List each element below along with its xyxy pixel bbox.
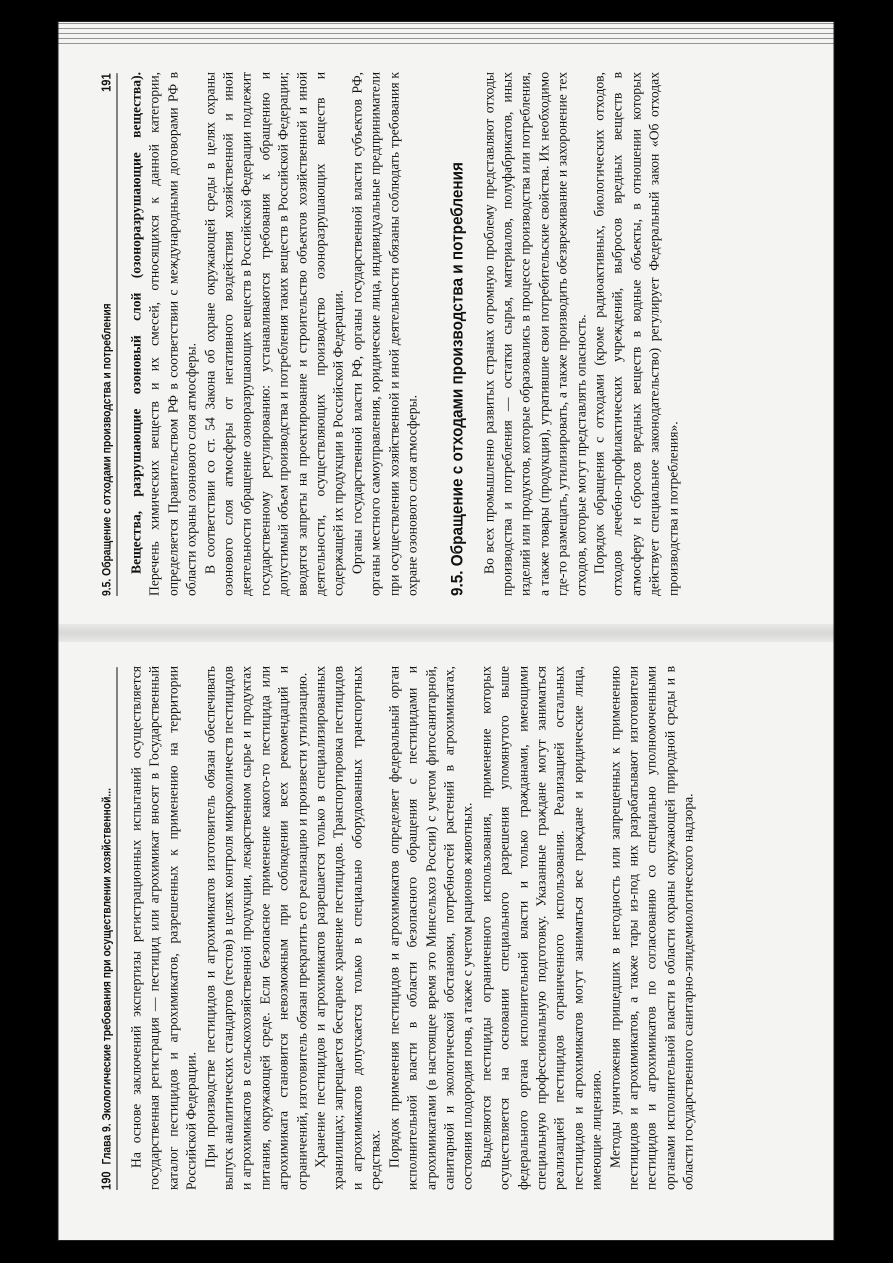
right-page [59, 22, 834, 626]
right-running-head-text: 9.5. Обращение с отходами производства и потребления [99, 303, 114, 596]
right-page-body [128, 72, 683, 596]
lead-paragraph [128, 72, 202, 596]
lead-text: Перечень химических веществ и их смесей, относящихся к данной категории, определяется Правительством РФ в соответствии с международными договорами РФ в области охраны озонового слоя атмосферы. [146, 72, 199, 596]
section-title: 9.5. Обращение с отходами производства и потребления [447, 162, 466, 596]
page-edge-lines [59, 22, 834, 46]
paragraph: Органы государственной власти РФ, органы государственной власти субъектов РФ, органы местного самоуправления, юридические лица, индивидуальные предприниматели при осуществлении хозяйственной и иной деятельности обязаны соблюдать требования к охране озонового слоя атмосферы. [349, 72, 420, 596]
left-page [59, 640, 834, 1240]
left-running-head [99, 667, 118, 1190]
book-gutter [59, 624, 834, 642]
paragraph: Порядок применения пестицидов и агрохимикатов определяет федеральный орган исполнительной власти в области безопасного обращения с пестицидами и агрохимикатами (в настоящее время это Минсельхоз России) с учетом фитосанитарной, санитарной и экологической обстановки, потребностей растений в агрохимикатах, состояния плодородия почв, а также с учетом рационов животных. [386, 666, 475, 1190]
paragraph: Хранение пестицидов и агрохимикатов разрешается только в специализированных хранилищах; запрещается бестарное хранение пестицидов. Транспортировка пестицидов и агрохимикатов допускается только в специально оборудованных транспортных средствах. [312, 666, 383, 1190]
paragraph: В соответствии со ст. 54 Закона об охране окружающей среды в целях охраны озонового слоя атмосферы от негативного воздействия хозяйственной и иной деятельности обращение озоноразрушающих веществ в Российской Федерации подлежит государственному регулированию: устанавливаются требования к обращению и допустимый объем производства и потребления таких веществ в Российской Федерации; вводятся запреты на проектирование и строительство объектов хозяйственной и иной деятельности, осуществляющих производство озоноразрушающих веществ и содержащей их продукции в Российской Федерации. [202, 72, 346, 596]
paragraph: Выделяются пестициды ограниченного использования, применение которых осуществляется на основании специального разрешения упомянутого выше федерального органа исполнительной власти и только гражданами, имеющими специальную профессиональную подготовку. Указанные граждане могут заниматься реализацией пестицидов ограниченного использования. Реализацией остальных пестицидов и агрохимикатов могут заниматься все граждане и юридические лица, имеющие лицензию. [478, 666, 604, 1190]
book-spread [59, 22, 834, 1240]
paragraph: На основе заключений экспертизы регистрационных испытаний осуществляется государственная регистрация — пестицид или агрохимикат вносят в Государственный каталог пестицидов и агрохимикатов, разрешенных к применению на территории Российской Федерации. [128, 666, 199, 1190]
right-running-head [99, 73, 118, 596]
left-running-head-text: Глава 9. Экологические требования при осуществлении хозяйственной... [99, 787, 114, 1165]
right-page-number: 191 [98, 73, 114, 92]
paragraph: Методы уничтожения пришедших в негодность или запрещенных к применению пестицидов и агрохимикатов, а также тары из-под них разрабатывают изготовители пестицидов и агрохимикатов по согласованию со специально уполномоченными органами исполнительной власти в области охраны окружающей природной среды и в области государственного санитарно-эпидемиологического надзора. [607, 666, 696, 1190]
paragraph: Порядок обращения с отходами (кроме радиоактивных, биологических отходов, отходов лечебно-профилактических учреждений, выбросов вредных веществ в атмосферу и сбросов вредных веществ в водные объекты, в отношении которых действует специальное законодательство) регулирует Федеральный закон «Об отходах производства и потребления». [591, 72, 681, 596]
lead-term: Вещества, разрушающие озоновый слой (озоноразрушающие вещества). [128, 72, 144, 574]
left-page-number: 190 [98, 1171, 114, 1190]
left-page-body [128, 666, 699, 1190]
paragraph: Во всех промышленно развитых странах огромную проблему представляют отходы производства и потребления — остатки сырья, материалов, полуфабрикатов, иных изделий или продуктов, которые образовались в процессе производства или потребления, а также товары (продукция), утратившие свои потребительские свойства. Их необходимо где-то размещать, утилизировать, а также производить обезвреживание и захоронение тех отходов, которые могут представлять опасность. [481, 72, 589, 596]
paragraph: При производстве пестицидов и агрохимикатов изготовитель обязан обеспечивать выпуск аналитических стандартов (тестов) в целях контроля микроколичеств пестицидов и агрохимикатов в сельскохозяйственной продукции, лекарственном сырье и продуктах питания, окружающей среде. Если безопасное применение какого-то пестицида или агрохимиката становится невозможным при соблюдении всех рекомендаций и ограничений, изготовитель обязан прекратить его реализацию и произвести утилизацию. [202, 666, 310, 1190]
